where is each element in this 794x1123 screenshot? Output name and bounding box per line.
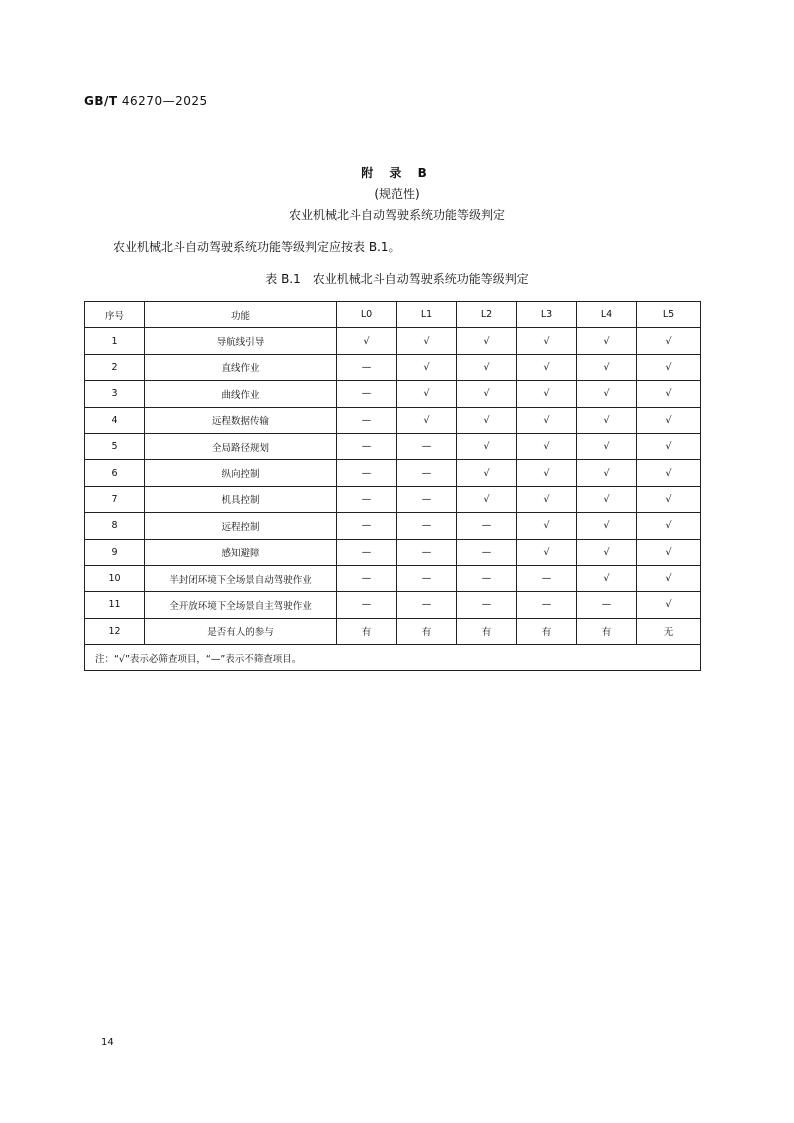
level-mark-cell: √ xyxy=(637,328,701,354)
level-mark-cell: √ xyxy=(397,381,457,407)
table-row xyxy=(85,407,701,433)
level-mark-cell: √ xyxy=(577,354,637,380)
level-mark-cell: √ xyxy=(457,486,517,512)
level-mark-cell: 有 xyxy=(457,618,517,644)
annex-kind: (规范性) xyxy=(374,187,420,201)
level-mark-cell: √ xyxy=(577,539,637,565)
level-mark-cell: — xyxy=(397,460,457,486)
row-index-cell: 10 xyxy=(85,565,145,591)
row-index-cell: 3 xyxy=(85,381,145,407)
level-mark-cell: √ xyxy=(577,486,637,512)
standard-code xyxy=(84,94,208,108)
table-note: 注：“√”表示必筛查项目，“—”表示不筛查项目。 xyxy=(85,645,701,671)
level-mark-cell: √ xyxy=(397,407,457,433)
level-mark-cell: — xyxy=(337,407,397,433)
level-mark-cell: — xyxy=(397,539,457,565)
level-mark-cell: — xyxy=(457,539,517,565)
level-mark-cell: — xyxy=(397,513,457,539)
level-mark-cell: √ xyxy=(637,407,701,433)
row-index-cell: 11 xyxy=(85,592,145,618)
function-name-cell: 是否有人的参与 xyxy=(145,618,337,644)
level-mark-cell: √ xyxy=(517,381,577,407)
level-mark-cell: 有 xyxy=(337,618,397,644)
level-mark-cell: √ xyxy=(457,381,517,407)
level-mark-cell: — xyxy=(337,565,397,591)
function-name-cell: 纵向控制 xyxy=(145,460,337,486)
level-mark-cell: — xyxy=(337,460,397,486)
function-name-cell: 全局路径规划 xyxy=(145,433,337,459)
level-mark-cell: — xyxy=(337,513,397,539)
table-row xyxy=(85,618,701,644)
column-header: L3 xyxy=(517,302,577,328)
level-mark-cell: — xyxy=(577,592,637,618)
level-mark-cell: √ xyxy=(517,328,577,354)
level-mark-cell: √ xyxy=(577,381,637,407)
table-row xyxy=(85,381,701,407)
function-name-cell: 曲线作业 xyxy=(145,381,337,407)
level-mark-cell: √ xyxy=(637,460,701,486)
level-mark-cell: √ xyxy=(577,565,637,591)
level-mark-cell: √ xyxy=(397,354,457,380)
level-mark-cell: √ xyxy=(637,381,701,407)
level-mark-cell: √ xyxy=(337,328,397,354)
level-mark-cell: 无 xyxy=(637,618,701,644)
function-name-cell: 感知避障 xyxy=(145,539,337,565)
row-index-cell: 1 xyxy=(85,328,145,354)
level-mark-cell: — xyxy=(397,433,457,459)
level-mark-cell: √ xyxy=(637,592,701,618)
level-mark-cell: — xyxy=(397,565,457,591)
level-mark-cell: √ xyxy=(517,460,577,486)
table-row xyxy=(85,513,701,539)
level-mark-cell: — xyxy=(517,592,577,618)
level-mark-cell: √ xyxy=(637,539,701,565)
level-mark-cell: √ xyxy=(517,433,577,459)
level-mark-cell: √ xyxy=(637,433,701,459)
level-mark-cell: — xyxy=(457,513,517,539)
row-index-cell: 4 xyxy=(85,407,145,433)
annex-name: 农业机械北斗自动驾驶系统功能等级判定 xyxy=(288,208,505,222)
level-mark-cell: — xyxy=(337,486,397,512)
table-row xyxy=(85,354,701,380)
page-number: 14 xyxy=(101,1037,114,1048)
standard-number: 46270—2025 xyxy=(121,94,208,108)
level-mark-cell: √ xyxy=(517,539,577,565)
table-row xyxy=(85,592,701,618)
table-row xyxy=(85,460,701,486)
column-header: L0 xyxy=(337,302,397,328)
level-mark-cell: — xyxy=(397,486,457,512)
level-mark-cell: √ xyxy=(577,407,637,433)
intro-paragraph: 农业机械北斗自动驾驶系统功能等级判定应按表 B.1。 xyxy=(113,240,401,254)
table-row xyxy=(85,486,701,512)
column-header: 序号 xyxy=(85,302,145,328)
row-index-cell: 9 xyxy=(85,539,145,565)
row-index-cell: 7 xyxy=(85,486,145,512)
column-header: L2 xyxy=(457,302,517,328)
column-header: L5 xyxy=(637,302,701,328)
level-mark-cell: — xyxy=(337,539,397,565)
level-mark-cell: √ xyxy=(457,328,517,354)
function-name-cell: 远程数据传输 xyxy=(145,407,337,433)
level-mark-cell: √ xyxy=(517,513,577,539)
level-mark-cell: √ xyxy=(577,513,637,539)
row-index-cell: 6 xyxy=(85,460,145,486)
table-row xyxy=(85,539,701,565)
column-header: 功能 xyxy=(145,302,337,328)
row-index-cell: 12 xyxy=(85,618,145,644)
level-mark-cell: — xyxy=(517,565,577,591)
level-mark-cell: √ xyxy=(457,433,517,459)
level-mark-cell: 有 xyxy=(577,618,637,644)
level-mark-cell: √ xyxy=(457,354,517,380)
level-mark-cell: √ xyxy=(517,354,577,380)
level-mark-cell: — xyxy=(337,592,397,618)
level-mark-cell: √ xyxy=(637,486,701,512)
table-row xyxy=(85,565,701,591)
annex-title: 附 录 B xyxy=(361,166,433,180)
level-mark-cell: — xyxy=(457,565,517,591)
table-row xyxy=(85,433,701,459)
function-name-cell: 机具控制 xyxy=(145,486,337,512)
function-name-cell: 全开放环境下全场景自主驾驶作业 xyxy=(145,592,337,618)
function-name-cell: 远程控制 xyxy=(145,513,337,539)
level-mark-cell: 有 xyxy=(517,618,577,644)
table-header-row xyxy=(85,302,701,328)
function-grade-table xyxy=(84,301,701,671)
level-mark-cell: √ xyxy=(457,407,517,433)
row-index-cell: 2 xyxy=(85,354,145,380)
level-mark-cell: √ xyxy=(457,460,517,486)
level-mark-cell: — xyxy=(337,381,397,407)
table-body xyxy=(85,328,701,645)
table-caption: 表 B.1 农业机械北斗自动驾驶系统功能等级判定 xyxy=(265,272,529,286)
standard-prefix: GB/T xyxy=(84,94,118,108)
level-mark-cell: √ xyxy=(637,354,701,380)
level-mark-cell: √ xyxy=(577,433,637,459)
level-mark-cell: 有 xyxy=(397,618,457,644)
level-mark-cell: √ xyxy=(637,513,701,539)
level-mark-cell: — xyxy=(457,592,517,618)
table-note-row xyxy=(85,645,701,671)
level-mark-cell: √ xyxy=(517,407,577,433)
level-mark-cell: √ xyxy=(397,328,457,354)
row-index-cell: 5 xyxy=(85,433,145,459)
column-header: L4 xyxy=(577,302,637,328)
row-index-cell: 8 xyxy=(85,513,145,539)
function-name-cell: 导航线引导 xyxy=(145,328,337,354)
level-mark-cell: √ xyxy=(577,460,637,486)
level-mark-cell: — xyxy=(337,433,397,459)
level-mark-cell: √ xyxy=(517,486,577,512)
level-mark-cell: — xyxy=(397,592,457,618)
table-row xyxy=(85,328,701,354)
level-mark-cell: — xyxy=(337,354,397,380)
function-name-cell: 直线作业 xyxy=(145,354,337,380)
level-mark-cell: √ xyxy=(637,565,701,591)
function-name-cell: 半封闭环境下全场景自动驾驶作业 xyxy=(145,565,337,591)
level-mark-cell: √ xyxy=(577,328,637,354)
column-header: L1 xyxy=(397,302,457,328)
